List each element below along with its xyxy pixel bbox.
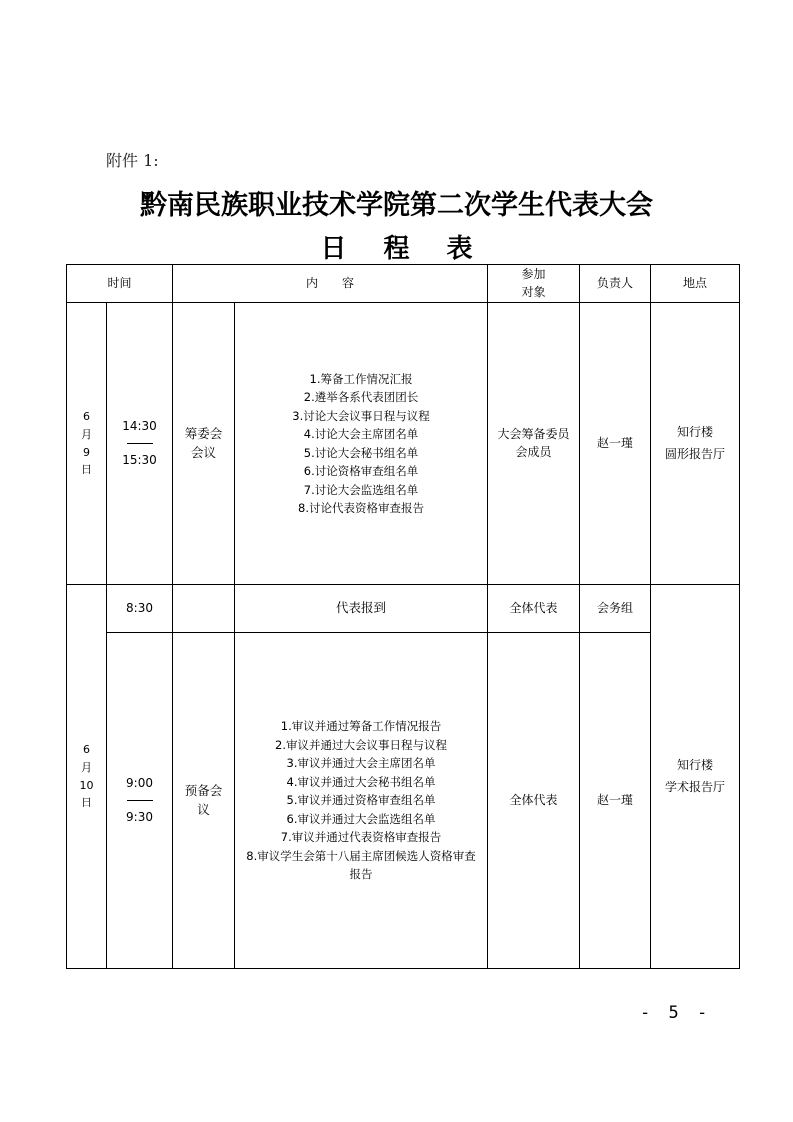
- table-row: [67, 303, 740, 585]
- list-item: 5.审议并通过资格审查组名单: [286, 793, 436, 808]
- registration-content: 代表报到: [235, 585, 488, 633]
- meeting-type-cell: [173, 585, 235, 633]
- responsible-cell: 赵一瑾: [580, 633, 651, 969]
- document-title: 黔南民族职业技术学院第二次学生代表大会: [140, 190, 653, 221]
- participants-cell: 全体代表: [488, 633, 580, 969]
- list-item: 4.审议并通过大会秘书组名单: [286, 774, 436, 789]
- list-item: 7.审议并通过代表资格审查报告: [280, 830, 442, 845]
- list-item: 8.讨论代表资格审查报告: [298, 501, 425, 515]
- header-time: 时间: [67, 265, 173, 303]
- participants-cell: 大会筹备委员会成员: [488, 303, 580, 585]
- time-cell: 9:00 9:30: [107, 633, 173, 969]
- location-cell: 知行楼 圆形报告厅: [651, 303, 740, 585]
- header-responsible: 负责人: [580, 265, 651, 303]
- list-item: 2.遴举各系代表团团长: [303, 390, 419, 404]
- page-number: - 5 -: [640, 1003, 712, 1023]
- header-location: 地点: [651, 265, 740, 303]
- responsible-cell: 赵一瑾: [580, 303, 651, 585]
- list-item: 8.审议学生会第十八届主席团候选人资格审查报告: [246, 848, 476, 882]
- table-row: [67, 633, 740, 969]
- list-item: 4.讨论大会主席团名单: [303, 427, 419, 441]
- date-cell: 6月10日: [67, 585, 107, 969]
- list-item: 7.讨论大会监选组名单: [303, 482, 419, 497]
- list-item: 1.审议并通过筹备工作情况报告: [280, 719, 442, 734]
- location-cell: 知行楼 学术报告厅: [651, 585, 740, 969]
- schedule-table: [66, 264, 740, 969]
- responsible-cell: 会务组: [580, 585, 651, 633]
- header-participants: 参加对象: [488, 265, 580, 303]
- meeting-type-cell: 预备会议: [173, 633, 235, 969]
- header-row: [67, 265, 740, 303]
- document-subtitle: 日 程 表: [320, 234, 487, 264]
- table-row: [67, 585, 740, 633]
- meeting-type-cell: 筹委会会议: [173, 303, 235, 585]
- list-item: 1.筹备工作情况汇报: [309, 371, 413, 386]
- agenda-list: [235, 633, 488, 969]
- time-cell: 8:30: [107, 585, 173, 633]
- list-item: 5.讨论大会秘书组名单: [303, 445, 419, 460]
- participants-cell: 全体代表: [488, 585, 580, 633]
- list-item: 6.审议并通过大会监选组名单: [286, 811, 436, 826]
- agenda-list: [235, 303, 488, 585]
- attachment-label: 附件 1:: [106, 151, 159, 170]
- date-cell: 6月9日: [67, 303, 107, 585]
- list-item: 6.讨论资格审查组名单: [303, 464, 419, 478]
- list-item: 2.审议并通过大会议事日程与议程: [275, 737, 448, 752]
- time-cell: 14:30 15:30: [107, 303, 173, 585]
- list-item: 3.讨论大会议事日程与议程: [292, 408, 430, 423]
- list-item: 3.审议并通过大会主席团名单: [286, 756, 436, 771]
- header-content: 内 容: [173, 265, 488, 303]
